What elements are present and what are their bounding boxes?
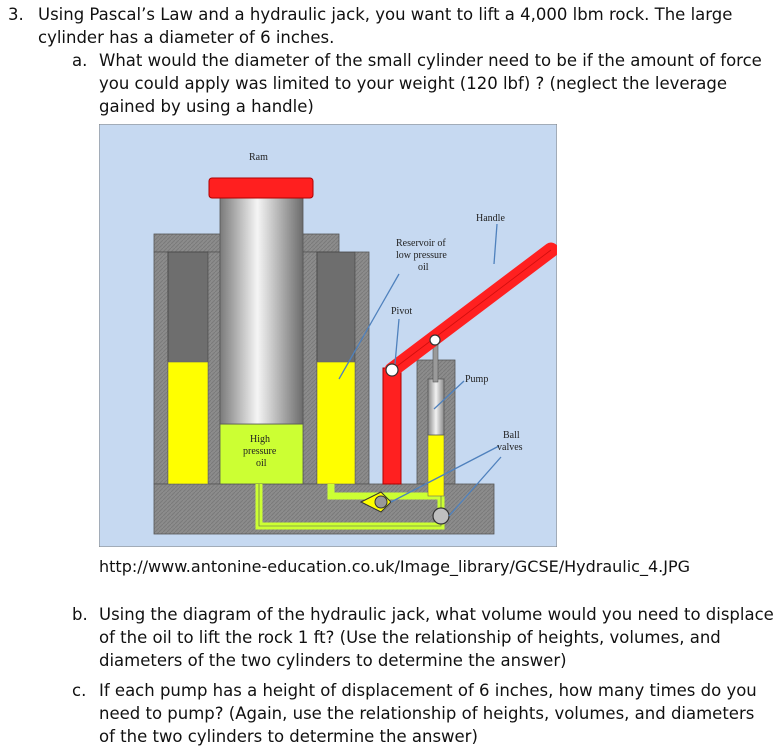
question-stem-line-1: Using Pascal’s Law and a hydraulic jack, you want to lift a 4,000 lbm rock. The large xyxy=(38,5,733,24)
label-ram: Ram xyxy=(249,152,268,163)
jack-body-left-wall xyxy=(154,252,168,484)
ball-valve-ball-2 xyxy=(433,508,449,524)
label-ball-valves-line-2: valves xyxy=(497,442,523,453)
part-c-letter: c. xyxy=(72,681,87,700)
ball-valve-ball-1 xyxy=(375,496,387,508)
image-source-url: http://www.antonine-education.co.uk/Image_library/GCSE/Hydraulic_4.JPG xyxy=(99,557,691,576)
question-stem-line-2: cylinder has a diameter of 6 inches. xyxy=(38,28,335,47)
part-b-letter: b. xyxy=(72,605,88,624)
hydraulic-jack-diagram xyxy=(99,124,557,547)
jack-body-inner-right-wall xyxy=(303,252,317,484)
pivot-joint xyxy=(386,364,398,376)
label-reservoir-line-1: Reservoir of xyxy=(396,238,446,249)
label-reservoir-line-3: oil xyxy=(418,262,429,273)
part-a-line-1: What would the diameter of the small cylinder need to be if the amount of force xyxy=(99,51,762,70)
jack-body-right-wall xyxy=(355,252,369,484)
pump-oil xyxy=(428,434,444,496)
ram-cylinder xyxy=(220,194,303,424)
part-c-line-3: of the two cylinders to determine the answer) xyxy=(99,727,478,746)
label-reservoir-line-2: low pressure xyxy=(396,250,447,261)
label-high-pressure-line-3: oil xyxy=(256,458,267,469)
label-high-pressure-line-1: High xyxy=(250,434,270,445)
reservoir-oil-right xyxy=(317,362,355,484)
question-number: 3. xyxy=(8,5,24,24)
handle-support xyxy=(383,368,401,484)
pump-rod xyxy=(433,342,438,382)
ram-cap xyxy=(209,178,313,198)
part-b-line-2: of the oil to lift the rock 1 ft? (Use the relationship of heights, volumes, and xyxy=(99,628,721,647)
label-handle: Handle xyxy=(476,213,505,224)
part-a-line-2: you could apply was limited to your weight (120 lbf) ? (neglect the leverage xyxy=(99,74,728,93)
part-a-line-3: gained by using a handle) xyxy=(99,97,314,116)
part-b-line-1: Using the diagram of the hydraulic jack, what volume would you need to displace xyxy=(99,605,774,624)
part-c-line-2: need to pump? (Again, use the relationship of heights, volumes, and diameters xyxy=(99,704,755,723)
jack-body-inner-left-wall xyxy=(208,252,220,484)
pump-rod-joint xyxy=(430,335,440,345)
part-a-letter: a. xyxy=(72,51,88,70)
reservoir-oil-left xyxy=(168,362,208,484)
label-pivot: Pivot xyxy=(391,306,413,317)
label-high-pressure-line-2: pressure xyxy=(243,446,277,457)
part-c-line-1: If each pump has a height of displacement of 6 inches, how many times do you xyxy=(99,681,757,700)
part-b-line-3: diameters of the two cylinders to determine the answer) xyxy=(99,651,567,670)
label-ball-valves-line-1: Ball xyxy=(503,430,520,441)
label-pump: Pump xyxy=(465,374,489,385)
